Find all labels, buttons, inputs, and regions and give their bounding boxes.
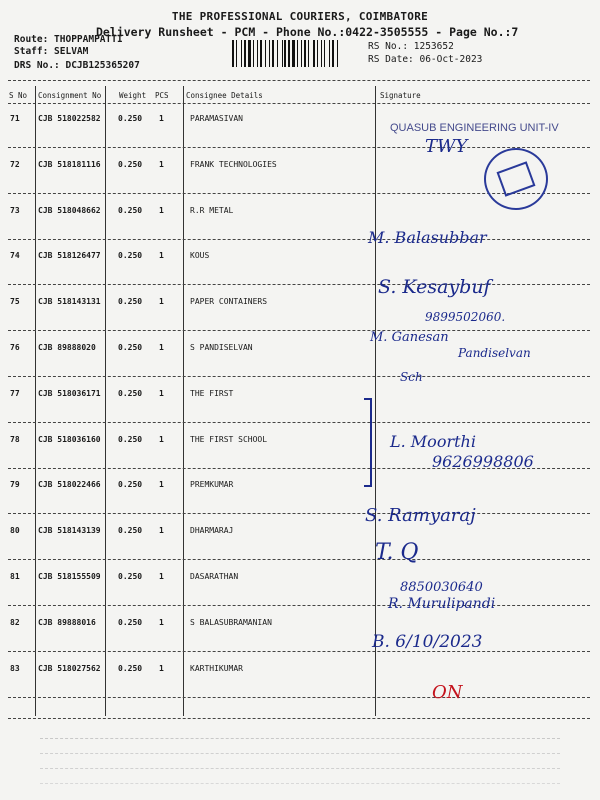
row-divider bbox=[8, 422, 590, 423]
row-divider bbox=[8, 330, 590, 331]
row-consignment-no: CJB 89888016 bbox=[38, 618, 96, 627]
footer-divider bbox=[8, 718, 590, 719]
row-consignee: R.R METAL bbox=[190, 206, 234, 215]
row-consignment-no: CJB 518022466 bbox=[38, 480, 101, 489]
row-weight: 0.250 bbox=[118, 160, 143, 169]
row-pcs: 1 bbox=[159, 251, 164, 260]
row-consignment-no: CJB 518022582 bbox=[38, 114, 101, 123]
signature: Pandiselvan bbox=[458, 346, 531, 360]
row-sno: 81 bbox=[10, 572, 20, 581]
row-consignment-no: CJB 518126477 bbox=[38, 251, 101, 260]
row-sno: 82 bbox=[10, 618, 20, 627]
row-consignee: DASARATHAN bbox=[190, 572, 239, 581]
signature: M. Balasubbar bbox=[368, 228, 487, 247]
row-pcs: 1 bbox=[159, 664, 164, 673]
row-weight: 0.250 bbox=[118, 114, 143, 123]
red-mark: ON bbox=[432, 682, 463, 703]
row-consignment-no: CJB 518048662 bbox=[38, 206, 101, 215]
col-header-consignment: Consignment No bbox=[38, 91, 102, 100]
col-header-sno: S No bbox=[9, 91, 28, 100]
route-label: Route: THOPPAMPATTI bbox=[14, 34, 123, 45]
rs-date: RS Date: 06-Oct-2023 bbox=[368, 54, 483, 65]
signature: R. Murulipandi bbox=[388, 596, 496, 612]
row-consignment-no: CJB 518036160 bbox=[38, 435, 101, 444]
row-consignee: KARTHIKUMAR bbox=[190, 664, 243, 673]
row-consignee: S PANDISELVAN bbox=[190, 343, 253, 352]
header-divider bbox=[8, 103, 590, 104]
row-consignment-no: CJB 518155509 bbox=[38, 572, 101, 581]
row-consignee: KOUS bbox=[190, 251, 210, 260]
row-consignee: FRANK TECHNOLOGIES bbox=[190, 160, 277, 169]
row-sno: 72 bbox=[10, 160, 20, 169]
row-pcs: 1 bbox=[159, 618, 164, 627]
row-sno: 76 bbox=[10, 343, 20, 352]
row-divider bbox=[8, 376, 590, 377]
row-consignee: PARAMASIVAN bbox=[190, 114, 243, 123]
rs-info bbox=[368, 41, 482, 65]
row-consignment-no: CJB 518027562 bbox=[38, 664, 101, 673]
column-rule bbox=[375, 86, 376, 716]
row-consignee: PREMKUMAR bbox=[190, 480, 234, 489]
row-pcs: 1 bbox=[159, 480, 164, 489]
company-title: THE PROFESSIONAL COURIERS, COIMBATORE bbox=[171, 10, 429, 23]
row-sno: 80 bbox=[10, 526, 20, 535]
row-weight: 0.250 bbox=[118, 526, 143, 535]
staff-label: Staff: SELVAM bbox=[14, 46, 89, 57]
barcode bbox=[232, 40, 360, 67]
column-rule bbox=[183, 86, 184, 716]
row-weight: 0.250 bbox=[118, 618, 143, 627]
row-divider bbox=[8, 651, 590, 652]
signature: T. Q bbox=[375, 540, 419, 565]
row-pcs: 1 bbox=[159, 297, 164, 306]
row-divider bbox=[8, 605, 590, 606]
row-pcs: 1 bbox=[159, 435, 164, 444]
signature: M. Ganesan bbox=[370, 330, 449, 345]
row-weight: 0.250 bbox=[118, 480, 143, 489]
row-weight: 0.250 bbox=[118, 251, 143, 260]
faded-footer-print bbox=[40, 730, 560, 784]
row-divider bbox=[8, 239, 590, 240]
row-pcs: 1 bbox=[159, 526, 164, 535]
row-divider bbox=[8, 147, 590, 148]
row-pcs: 1 bbox=[159, 114, 164, 123]
row-consignment-no: CJB 89888020 bbox=[38, 343, 96, 352]
row-weight: 0.250 bbox=[118, 297, 143, 306]
row-weight: 0.250 bbox=[118, 572, 143, 581]
signature: S. Kesaybuf bbox=[378, 276, 491, 298]
row-sno: 79 bbox=[10, 480, 20, 489]
column-rule bbox=[35, 86, 36, 716]
column-rule bbox=[105, 86, 106, 716]
row-consignee: S BALASUBRAMANIAN bbox=[190, 618, 272, 627]
row-sno: 73 bbox=[10, 206, 20, 215]
handwritten-phone: 9626998806 bbox=[432, 452, 534, 471]
row-weight: 0.250 bbox=[118, 664, 143, 673]
row-weight: 0.250 bbox=[118, 389, 143, 398]
col-header-consignee: Consignee Details bbox=[186, 91, 263, 100]
row-pcs: 1 bbox=[159, 389, 164, 398]
row-consignee: PAPER CONTAINERS bbox=[190, 297, 268, 306]
row-sno: 78 bbox=[10, 435, 20, 444]
row-divider bbox=[8, 559, 590, 560]
row-pcs: 1 bbox=[159, 160, 164, 169]
col-header-signature: Signature bbox=[380, 91, 421, 100]
company-stamp-text: QUASUB ENGINEERING UNIT-IV bbox=[390, 122, 559, 134]
row-consignment-no: CJB 518143139 bbox=[38, 526, 101, 535]
handwritten-phone: 9899502060. bbox=[425, 310, 506, 324]
row-pcs: 1 bbox=[159, 206, 164, 215]
signature: TWY bbox=[425, 136, 468, 157]
signature: L. Moorthi bbox=[390, 432, 476, 451]
row-pcs: 1 bbox=[159, 343, 164, 352]
handwritten-phone: 8850030640 bbox=[400, 580, 483, 595]
signature: B. 6/10/2023 bbox=[372, 632, 483, 652]
signature: Sch bbox=[400, 370, 423, 384]
row-consignment-no: CJB 518181116 bbox=[38, 160, 101, 169]
row-sno: 83 bbox=[10, 664, 20, 673]
row-divider bbox=[8, 284, 590, 285]
row-divider bbox=[8, 513, 590, 514]
col-header-weight: Weight bbox=[119, 91, 147, 100]
row-consignee: THE FIRST SCHOOL bbox=[190, 435, 268, 444]
row-sno: 77 bbox=[10, 389, 20, 398]
drs-number: DRS No.: DCJB125365207 bbox=[14, 60, 140, 71]
row-weight: 0.250 bbox=[118, 435, 143, 444]
row-sno: 71 bbox=[10, 114, 20, 123]
row-sno: 74 bbox=[10, 251, 20, 260]
row-weight: 0.250 bbox=[118, 343, 143, 352]
row-pcs: 1 bbox=[159, 572, 164, 581]
row-consignment-no: CJB 518036171 bbox=[38, 389, 101, 398]
ink-bracket bbox=[364, 398, 372, 487]
rs-number: RS No.: 1253652 bbox=[368, 41, 454, 52]
divider bbox=[8, 80, 590, 81]
col-header-pcs: PCS bbox=[155, 91, 169, 100]
row-divider bbox=[8, 697, 590, 698]
runsheet-title: Delivery Runsheet - PCM - Phone No.:0422-3505555 - Page No.:7 bbox=[96, 25, 519, 39]
row-weight: 0.250 bbox=[118, 206, 143, 215]
row-consignment-no: CJB 518143131 bbox=[38, 297, 101, 306]
signature: S. Ramyaraj bbox=[365, 505, 476, 526]
round-seal bbox=[484, 148, 548, 210]
row-sno: 75 bbox=[10, 297, 20, 306]
row-consignee: DHARMARAJ bbox=[190, 526, 234, 535]
row-consignee: THE FIRST bbox=[190, 389, 234, 398]
